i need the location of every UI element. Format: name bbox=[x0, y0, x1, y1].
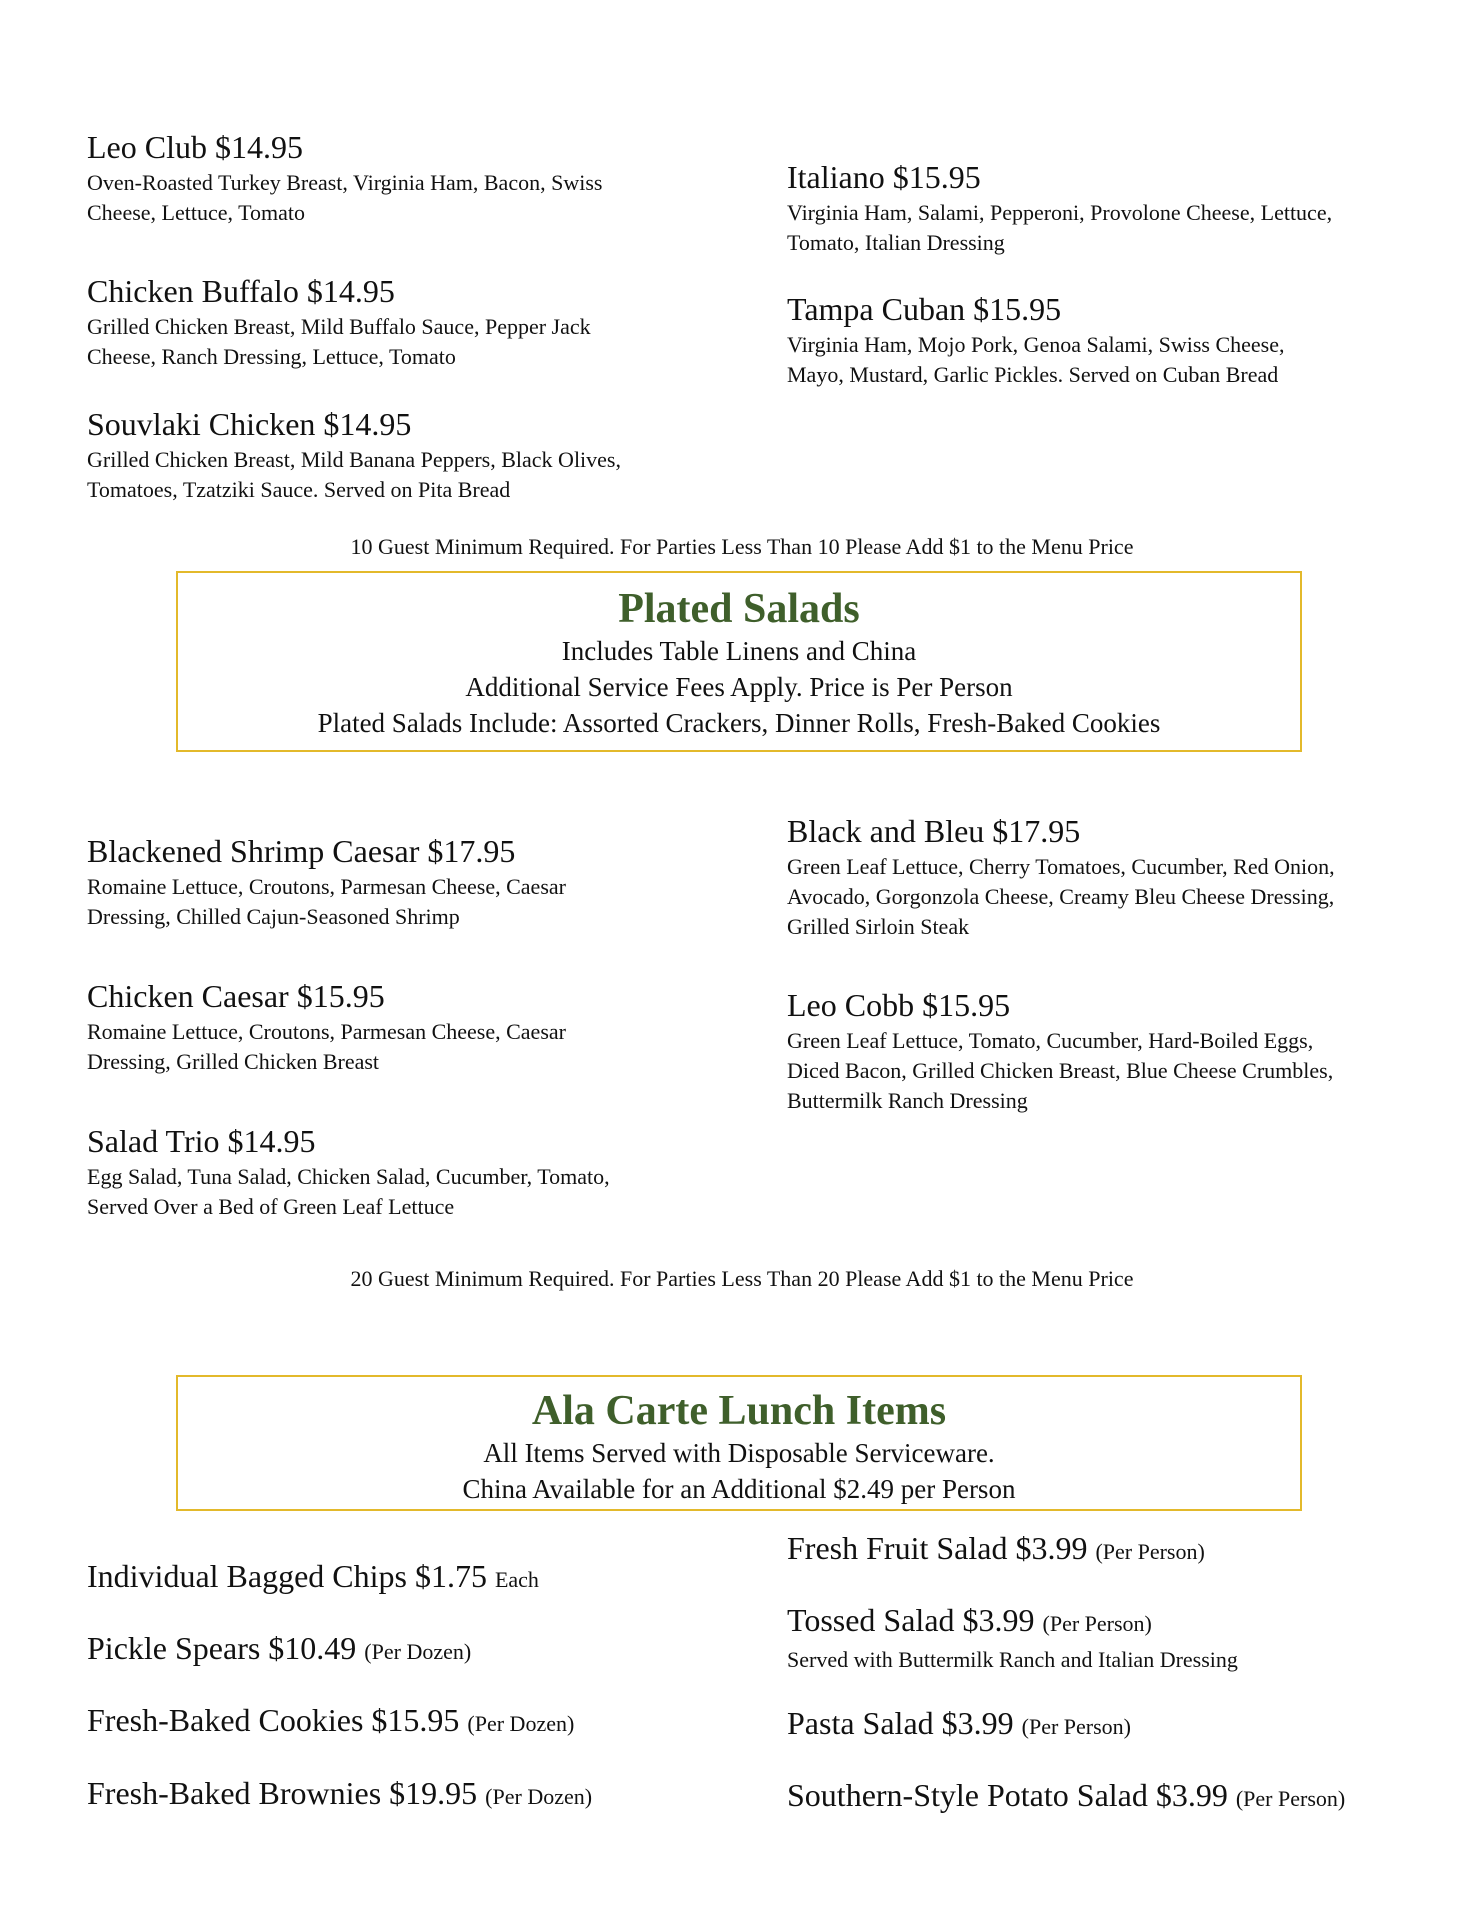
sandwich-item-leo-club bbox=[87, 128, 707, 228]
desc-line: Romaine Lettuce, Croutons, Parmesan Cheese, Caesar bbox=[87, 874, 566, 899]
item-desc bbox=[87, 872, 707, 932]
desc-line: Green Leaf Lettuce, Cherry Tomatoes, Cucumber, Red Onion, bbox=[787, 854, 1335, 879]
ala-item-unit: (Per Person) bbox=[1235, 1786, 1346, 1811]
plated-salads-header bbox=[176, 571, 1302, 752]
item-title: Italiano $15.95 bbox=[787, 159, 981, 195]
section-line: Plated Salads Include: Assorted Crackers, Dinner Rolls, Fresh-Baked Cookies bbox=[317, 708, 1161, 738]
ala-item-name: Fresh Fruit Salad $3.99 bbox=[787, 1530, 1088, 1566]
desc-line: Buttermilk Ranch Dressing bbox=[787, 1088, 1028, 1113]
item-desc bbox=[87, 1162, 707, 1222]
ala-item-name: Individual Bagged Chips $1.75 bbox=[87, 1558, 487, 1594]
ala-item-name: Pickle Spears $10.49 bbox=[87, 1630, 357, 1666]
item-title: Tampa Cuban $15.95 bbox=[787, 291, 1062, 327]
salad-item-blackened-shrimp-caesar bbox=[87, 832, 707, 932]
desc-line: Dressing, Chilled Cajun-Seasoned Shrimp bbox=[87, 904, 460, 929]
ala-item-name: Fresh-Baked Brownies $19.95 bbox=[87, 1775, 478, 1811]
ala-item-tossed-salad bbox=[787, 1601, 1427, 1675]
item-desc bbox=[787, 198, 1427, 258]
desc-line: Grilled Sirloin Steak bbox=[787, 914, 970, 939]
item-title: Salad Trio $14.95 bbox=[87, 1123, 316, 1159]
ala-item-bagged-chips bbox=[87, 1557, 707, 1599]
item-title: Leo Club $14.95 bbox=[87, 129, 303, 165]
item-desc bbox=[87, 168, 707, 228]
section-line: China Available for an Additional $2.49 per Person bbox=[462, 1474, 1016, 1504]
item-title: Leo Cobb $15.95 bbox=[787, 987, 1011, 1023]
ala-item-unit: Each bbox=[494, 1567, 539, 1592]
salad-item-black-and-bleu bbox=[787, 812, 1427, 942]
guest-minimum-note-10: 10 Guest Minimum Required. For Parties Less Than 10 Please Add $1 to the Menu Price bbox=[350, 534, 1134, 559]
ala-item-unit: (Per Dozen) bbox=[364, 1639, 472, 1664]
ala-item-name: Pasta Salad $3.99 bbox=[787, 1705, 1014, 1741]
ala-item-pasta-salad bbox=[787, 1704, 1427, 1746]
desc-line: Cheese, Ranch Dressing, Lettuce, Tomato bbox=[87, 344, 456, 369]
desc-line: Virginia Ham, Salami, Pepperoni, Provolone Cheese, Lettuce, bbox=[787, 200, 1333, 225]
ala-item-unit: (Per Person) bbox=[1042, 1611, 1152, 1636]
desc-line: Served Over a Bed of Green Leaf Lettuce bbox=[87, 1194, 455, 1219]
desc-line: Egg Salad, Tuna Salad, Chicken Salad, Cucumber, Tomato, bbox=[87, 1164, 610, 1189]
salad-item-chicken-caesar bbox=[87, 977, 707, 1077]
sandwich-item-chicken-buffalo bbox=[87, 272, 707, 372]
item-desc: Served with Buttermilk Ranch and Italian Dressing bbox=[787, 1647, 1238, 1672]
ala-item-unit: (Per Dozen) bbox=[485, 1784, 593, 1809]
item-title: Chicken Caesar $15.95 bbox=[87, 978, 385, 1014]
sandwich-item-tampa-cuban bbox=[787, 290, 1427, 390]
ala-item-unit: (Per Person) bbox=[1095, 1539, 1205, 1564]
desc-line: Diced Bacon, Grilled Chicken Breast, Blue Cheese Crumbles, bbox=[787, 1058, 1334, 1083]
ala-item-fruit-salad bbox=[787, 1529, 1427, 1571]
section-line: Additional Service Fees Apply. Price is Per Person bbox=[465, 672, 1013, 702]
ala-item-cookies bbox=[87, 1701, 707, 1743]
section-title: Ala Carte Lunch Items bbox=[531, 1388, 947, 1434]
ala-item-potato-salad bbox=[787, 1776, 1427, 1818]
desc-line: Grilled Chicken Breast, Mild Banana Peppers, Black Olives, bbox=[87, 447, 621, 472]
sandwich-item-souvlaki-chicken bbox=[87, 405, 707, 505]
item-desc bbox=[87, 312, 707, 372]
item-desc bbox=[787, 852, 1427, 942]
item-title: Chicken Buffalo $14.95 bbox=[87, 273, 395, 309]
sandwich-item-italiano bbox=[787, 158, 1427, 258]
desc-line: Cheese, Lettuce, Tomato bbox=[87, 200, 305, 225]
ala-item-pickle-spears bbox=[87, 1629, 707, 1671]
item-desc bbox=[787, 330, 1427, 390]
item-desc bbox=[87, 445, 707, 505]
ala-item-unit: (Per Person) bbox=[1021, 1714, 1132, 1739]
desc-line: Tomatoes, Tzatziki Sauce. Served on Pita Bread bbox=[87, 477, 511, 502]
guest-minimum-note-20: 20 Guest Minimum Required. For Parties Less Than 20 Please Add $1 to the Menu Price bbox=[350, 1266, 1134, 1291]
ala-item-brownies bbox=[87, 1774, 707, 1816]
desc-line: Grilled Chicken Breast, Mild Buffalo Sauce, Pepper Jack bbox=[87, 314, 591, 339]
item-desc bbox=[87, 1017, 707, 1077]
desc-line: Oven-Roasted Turkey Breast, Virginia Ham, Bacon, Swiss bbox=[87, 170, 603, 195]
salad-item-salad-trio bbox=[87, 1122, 707, 1222]
item-title: Souvlaki Chicken $14.95 bbox=[87, 406, 412, 442]
item-title: Black and Bleu $17.95 bbox=[787, 813, 1081, 849]
desc-line: Avocado, Gorgonzola Cheese, Creamy Bleu Cheese Dressing, bbox=[787, 884, 1335, 909]
section-title: Plated Salads bbox=[618, 586, 860, 632]
desc-line: Virginia Ham, Mojo Pork, Genoa Salami, Swiss Cheese, bbox=[787, 332, 1285, 357]
desc-line: Green Leaf Lettuce, Tomato, Cucumber, Hard-Boiled Eggs, bbox=[787, 1028, 1314, 1053]
item-title: Blackened Shrimp Caesar $17.95 bbox=[87, 833, 516, 869]
ala-carte-header bbox=[176, 1375, 1302, 1511]
salad-item-leo-cobb bbox=[787, 986, 1427, 1116]
desc-line: Tomato, Italian Dressing bbox=[787, 230, 1005, 255]
ala-item-name: Fresh-Baked Cookies $15.95 bbox=[87, 1702, 460, 1738]
section-line: All Items Served with Disposable Serviceware. bbox=[483, 1438, 995, 1468]
ala-item-heading bbox=[787, 1601, 1427, 1643]
section-line: Includes Table Linens and China bbox=[561, 636, 917, 666]
desc-line: Romaine Lettuce, Croutons, Parmesan Cheese, Caesar bbox=[87, 1019, 566, 1044]
item-desc bbox=[787, 1026, 1427, 1116]
ala-item-name: Southern-Style Potato Salad $3.99 bbox=[787, 1777, 1228, 1813]
desc-line: Mayo, Mustard, Garlic Pickles. Served on Cuban Bread bbox=[787, 362, 1279, 387]
ala-item-name: Tossed Salad $3.99 bbox=[787, 1602, 1035, 1638]
ala-item-unit: (Per Dozen) bbox=[467, 1711, 575, 1736]
desc-line: Dressing, Grilled Chicken Breast bbox=[87, 1049, 380, 1074]
